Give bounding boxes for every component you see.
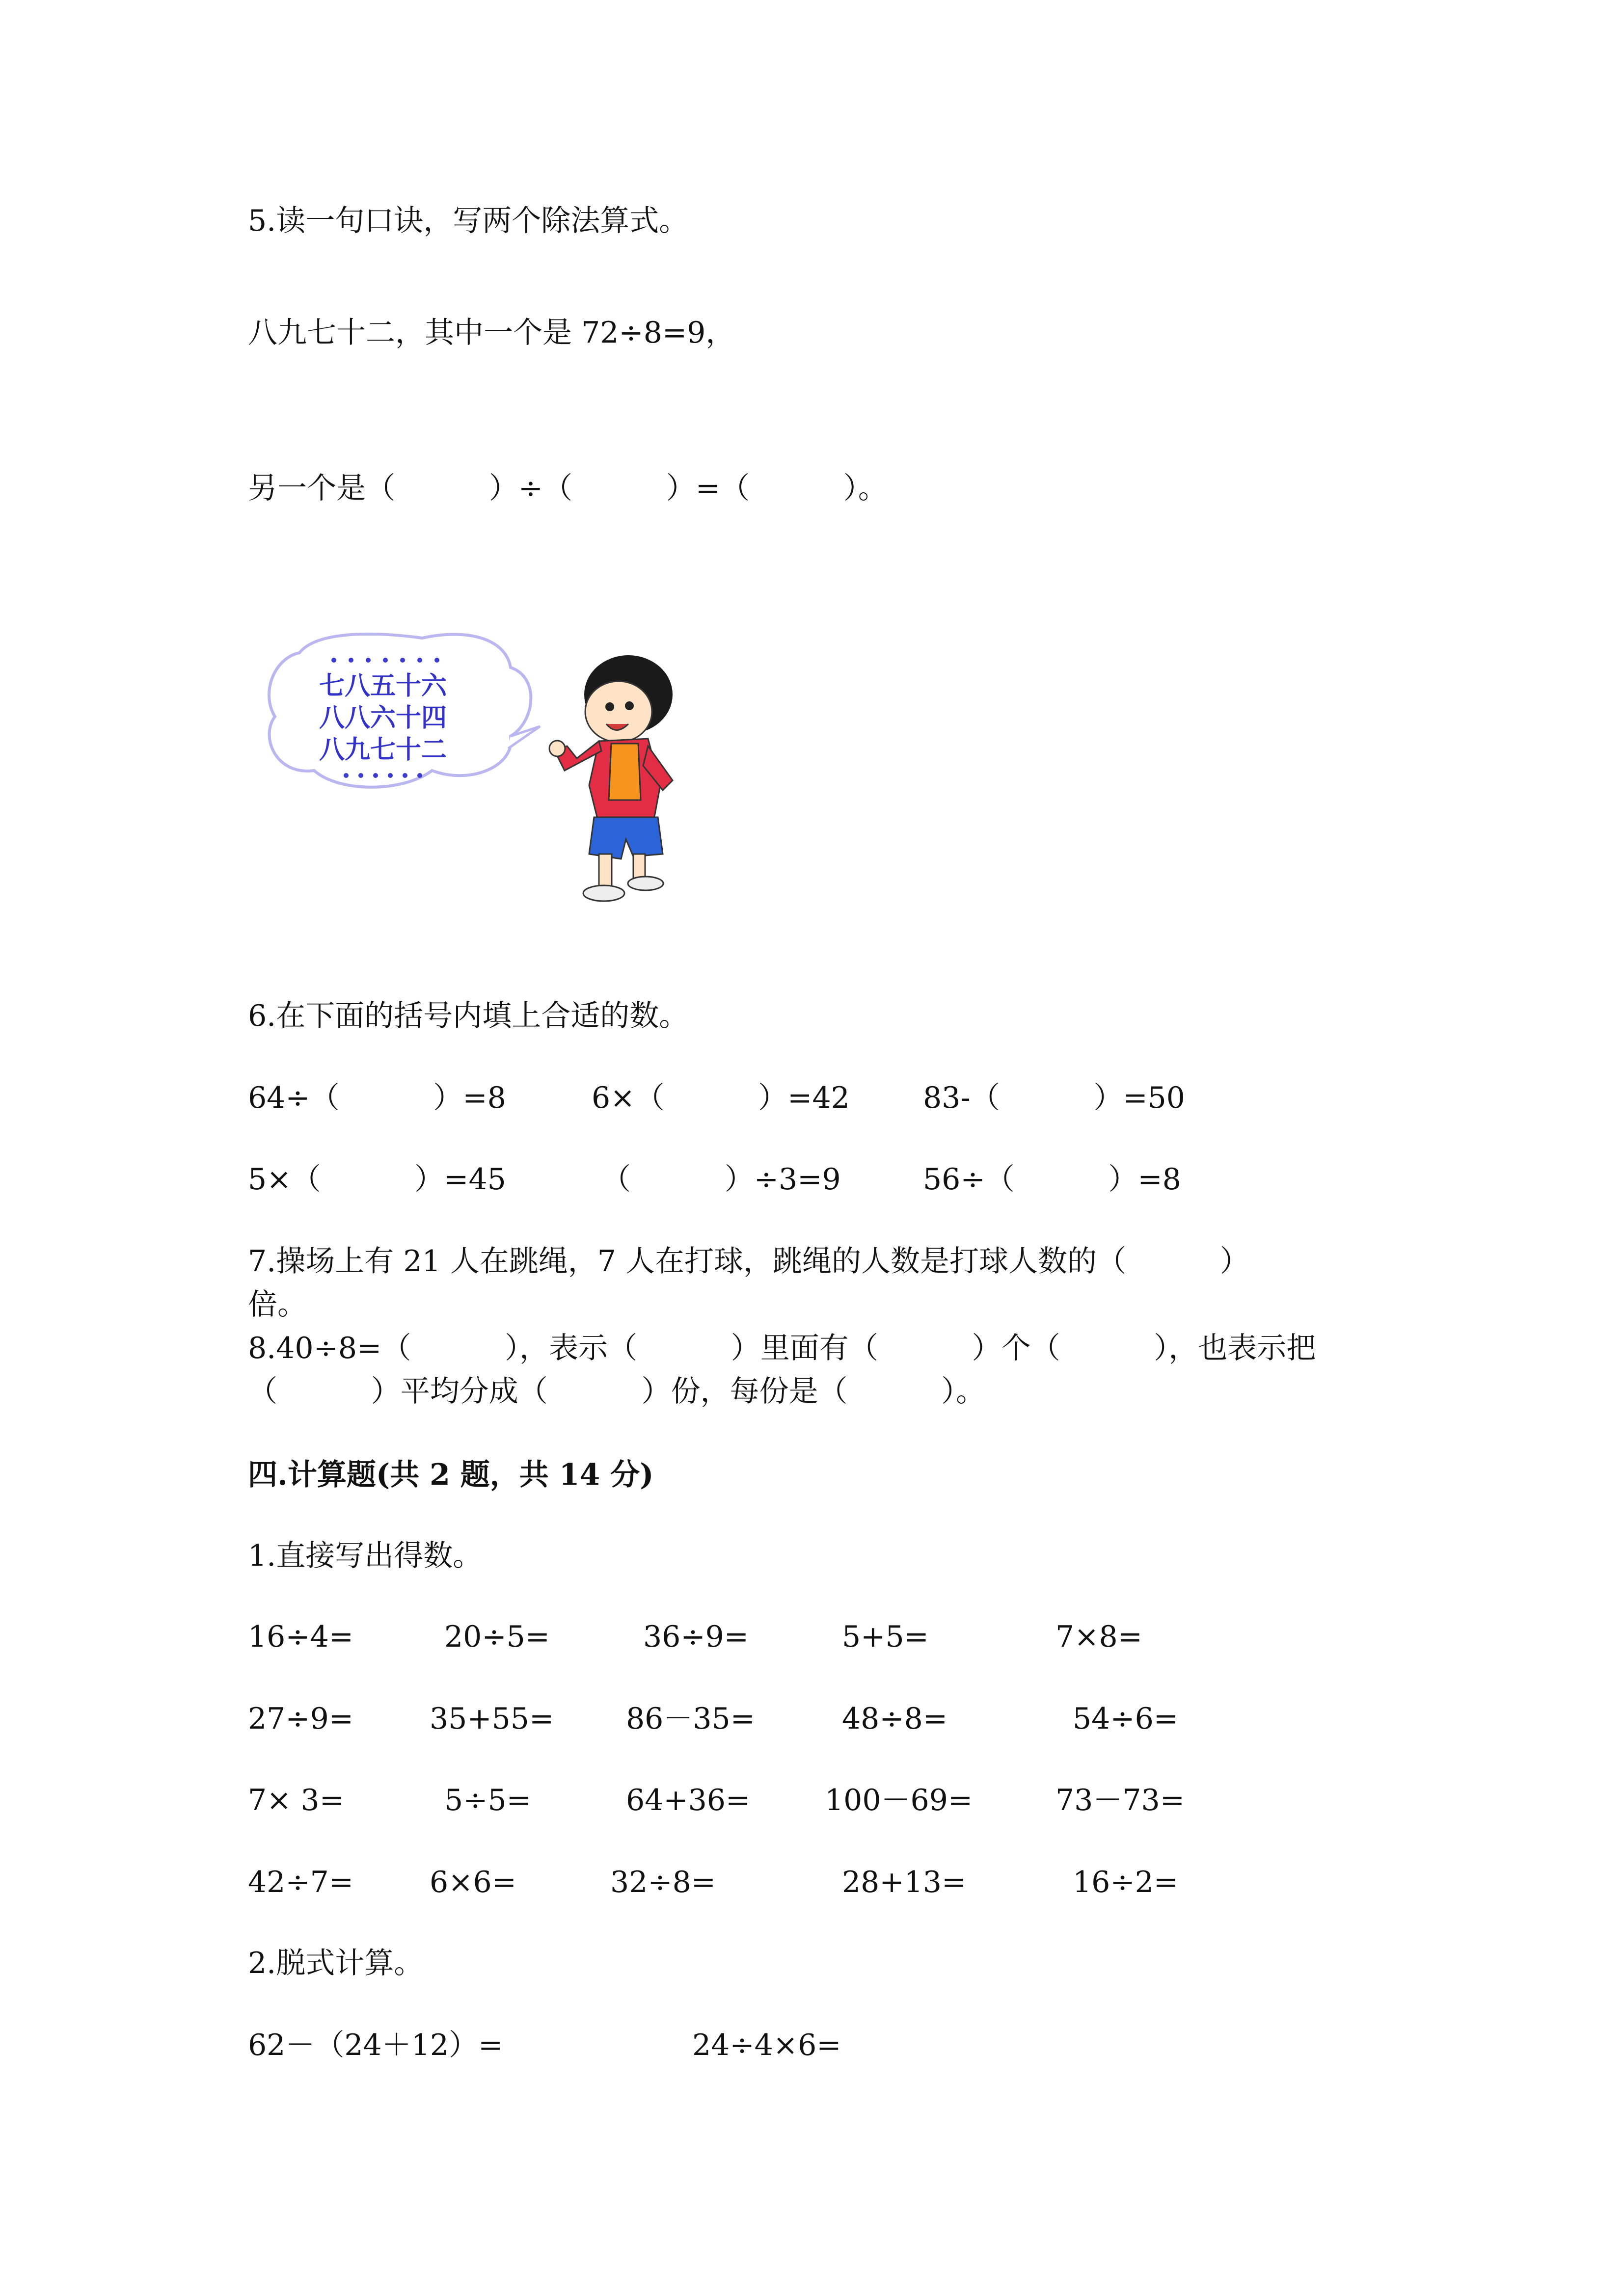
calc-r1-c5: 7×8= — [1056, 1620, 1142, 1654]
calc-r2-c3: 86－35= — [626, 1702, 755, 1736]
s4-p2-title: 2.脱式计算。 — [248, 1946, 424, 1980]
calc-r2-c2: 35+55= — [430, 1702, 554, 1736]
calc-r4-c4: 28+13= — [842, 1865, 967, 1899]
q6-title: 6.在下面的括号内填上合适的数。 — [248, 999, 689, 1033]
calc-r1-c2: 20÷5= — [444, 1620, 550, 1654]
bubble-line-3: 八九七十二 — [319, 735, 447, 765]
p2-item-1: 62－（24＋12）= — [248, 2028, 503, 2062]
calc-r3-c5: 73－73= — [1056, 1783, 1185, 1817]
q6-r2-c2: （ ）÷3=9 — [601, 1162, 841, 1197]
calc-r2-c5: 54÷6= — [1073, 1702, 1179, 1736]
q7-line2: 倍。 — [248, 1287, 307, 1322]
q7-line1: 7.操场上有 21 人在跳绳，7 人在打球，跳绳的人数是打球人数的（ ） — [248, 1244, 1249, 1279]
calc-r4-c5: 16÷2= — [1073, 1865, 1179, 1899]
q8-line1: 8.40÷8=（ ），表示（ ）里面有（ ）个（ ），也表示把 — [248, 1331, 1316, 1365]
calc-r3-c4: 100－69= — [825, 1783, 973, 1817]
calc-r2-c1: 27÷9= — [248, 1702, 354, 1736]
bubble-line-1: 七八五十六 — [319, 671, 447, 701]
boy-reciting-illustration — [260, 623, 692, 918]
q6-r1-c3: 83-（ ）=50 — [923, 1081, 1185, 1115]
bubble-line-2: 八八六十四 — [319, 703, 447, 733]
section4-heading: 四.计算题(共 2 题，共 14 分) — [248, 1458, 654, 1492]
q8-line2: （ ）平均分成（ ）份，每份是（ ）。 — [248, 1374, 986, 1409]
calc-r3-c1: 7× 3= — [248, 1783, 344, 1817]
boy-figure — [549, 655, 673, 901]
q5-line2: 另一个是（ ）÷（ ）=（ ）。 — [248, 471, 888, 506]
calc-r4-c1: 42÷7= — [248, 1865, 354, 1899]
calc-r2-c4: 48÷8= — [842, 1702, 948, 1736]
q6-r2-c3: 56÷（ ）=8 — [923, 1162, 1181, 1197]
q5-line1: 八九七十二，其中一个是 72÷8=9， — [248, 316, 735, 350]
calc-r1-c1: 16÷4= — [248, 1620, 354, 1654]
calc-r1-c3: 36÷9= — [643, 1620, 749, 1654]
q5-title: 5.读一句口诀，写两个除法算式。 — [248, 204, 689, 238]
q6-r1-c1: 64÷（ ）=8 — [248, 1081, 506, 1115]
q6-r2-c1: 5×（ ）=45 — [248, 1162, 506, 1197]
p2-item-2: 24÷4×6= — [692, 2028, 841, 2062]
calc-r3-c3: 64+36= — [626, 1783, 751, 1817]
s4-p1-title: 1.直接写出得数。 — [248, 1539, 483, 1573]
calc-r4-c2: 6×6= — [430, 1865, 516, 1899]
calc-r3-c2: 5÷5= — [444, 1783, 531, 1817]
q6-r1-c2: 6×（ ）=42 — [592, 1081, 850, 1115]
calc-r1-c4: 5+5= — [842, 1620, 929, 1654]
calc-r4-c3: 32÷8= — [610, 1865, 716, 1899]
